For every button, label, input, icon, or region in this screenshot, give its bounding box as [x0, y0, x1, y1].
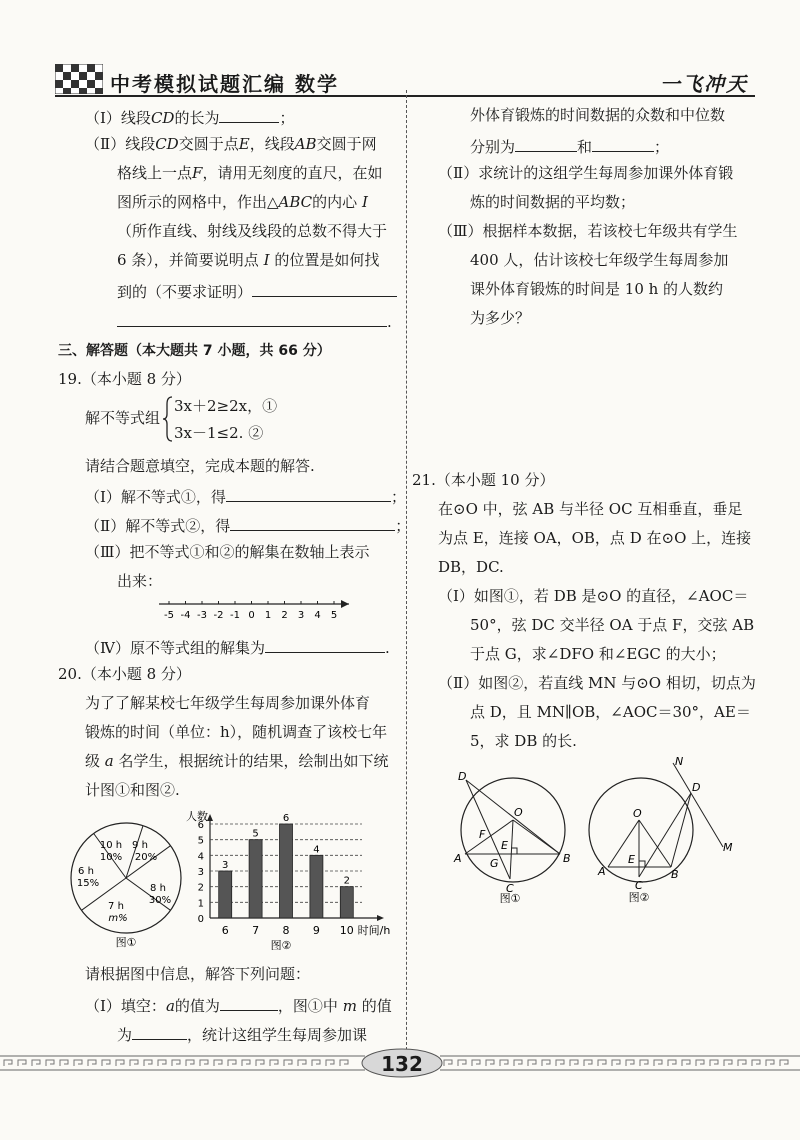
header-subject: 数学 — [295, 72, 339, 96]
bar — [219, 871, 232, 918]
footer-key-pattern — [74, 1060, 82, 1066]
footer-key-pattern — [640, 1060, 648, 1066]
pie-label-6h: 6 h — [78, 866, 94, 877]
footer-key-pattern — [584, 1060, 592, 1066]
q21-part1-line2: 50°，弦 DC 交半径 OA 于点 F，交弦 AB — [470, 616, 755, 634]
pie-label-9h: 9 h — [132, 840, 148, 851]
number-line-tick-label: 1 — [264, 610, 272, 621]
footer-key-pattern — [724, 1060, 732, 1066]
q18-part2-line1: （Ⅱ）线段CD交圆于点E，线段AB交圆于网 — [85, 135, 377, 153]
geometry-figure-1 — [450, 768, 575, 903]
q20-after-charts: 请根据图中信息，解答下列问题： — [85, 965, 311, 983]
footer-key-pattern — [780, 1060, 788, 1066]
fig1-label-A: A — [454, 852, 462, 865]
bar-value-label: 5 — [252, 828, 259, 840]
pie-label-10h: 10 h — [99, 840, 123, 851]
fig2-caption: 图② — [628, 891, 650, 903]
number-line-tick-label: -4 — [180, 610, 191, 621]
fig1-label-D: D — [458, 770, 467, 783]
q20-right-line1: 外体育锻炼的时间数据的众数和中位数 — [470, 106, 726, 124]
footer-key-pattern — [242, 1060, 250, 1066]
q21-line3: DB，DC. — [438, 558, 504, 576]
bar-x-arrow — [377, 915, 384, 921]
bar — [340, 887, 353, 918]
q19-instruction: 请结合题意填空，完成本题的解答. — [85, 457, 315, 475]
footer-key-pattern — [4, 1060, 12, 1066]
footer-key-pattern — [46, 1060, 54, 1066]
q18-part2-line5: 6 条），并简要说明点 I 的位置是如何找 — [117, 251, 380, 269]
footer-key-pattern — [500, 1060, 508, 1066]
fig1-label-E: E — [501, 839, 508, 852]
footer-key-pattern — [270, 1060, 278, 1066]
footer-key-pattern — [18, 1060, 26, 1066]
q19-part3-line2: 出来： — [117, 572, 163, 590]
footer-key-pattern — [458, 1060, 466, 1066]
footer-key-pattern — [514, 1060, 522, 1066]
section3-heading: 三、解答题（本大题共 7 小题，共 66 分） — [58, 343, 331, 359]
bar-category-label: 8 — [282, 924, 290, 937]
footer-key-pattern — [444, 1060, 452, 1066]
q20-part3-line3: 课外体育锻炼的时间是 10 h 的人数约 — [470, 280, 724, 298]
fig1-label-C: C — [506, 882, 514, 895]
footer-key-pattern — [186, 1060, 194, 1066]
footer-key-pattern — [172, 1060, 180, 1066]
bar-value-label: 6 — [282, 813, 290, 824]
footer-key-pattern — [200, 1060, 208, 1066]
footer-key-pattern — [312, 1060, 320, 1066]
footer-key-pattern — [116, 1060, 124, 1066]
q20-part1-line2: 为 ，统计这组学生每周参加课 — [117, 1026, 368, 1044]
pie-caption: 图① — [115, 936, 137, 949]
footer-key-pattern — [612, 1060, 620, 1066]
q21-part1-line1: （Ⅰ）如图①，若 DB 是⊙O 的直径，∠AOC＝ — [438, 587, 749, 605]
number-line-tick-label: 0 — [248, 610, 255, 621]
fig2-label-B: B — [671, 868, 679, 881]
q21-part2-line2: 点 D，且 MN∥OB，∠AOC＝30°，AE＝ — [470, 703, 751, 721]
q19-heading: 19.（本小题 8 分） — [58, 370, 191, 388]
fig2-label-C: C — [635, 879, 643, 892]
q20-part3-line4: 为多少？ — [470, 309, 531, 327]
bar — [310, 855, 323, 918]
bar-xlabel: 时间/h — [357, 924, 391, 937]
footer-key-pattern — [738, 1060, 746, 1066]
footer-key-pattern — [710, 1060, 718, 1066]
fig1-label-O: O — [514, 806, 523, 819]
q20-line4: 计图①和图②. — [85, 781, 180, 799]
q21-part2-line1: （Ⅱ）如图②，若直线 MN 与⊙O 相切，切点为 — [438, 674, 756, 692]
bar-ytick-label: 6 — [197, 820, 204, 831]
q20-part2-line1: （Ⅱ）求统计的这组学生每周参加课外体育锻 — [438, 164, 734, 182]
header-brand: 一飞冲天 — [660, 72, 748, 96]
number-line-tick-label: 3 — [297, 610, 305, 621]
footer-key-pattern — [626, 1060, 634, 1066]
q18-part2-line6: 到的（不要求证明） — [117, 282, 397, 300]
bar-ylabel: 人数 — [186, 810, 208, 823]
q19-intro: 解不等式组 — [85, 409, 161, 427]
q21-line2: 为点 E，连接 OA，OB，点 D 在⊙O 上，连接 — [438, 529, 752, 547]
footer-key-pattern — [102, 1060, 110, 1066]
footer-key-pattern — [60, 1060, 68, 1066]
q18-part2-line2: 格线上一点F，请用无刻度的直尺，在如 — [117, 164, 383, 182]
q18-answer-line: . — [117, 312, 392, 330]
fig2-label-N: N — [675, 755, 684, 768]
q20-right-line2: 分别为 和 ； — [470, 138, 670, 156]
header-checker-logo — [55, 64, 103, 94]
q18-part2-line4: （所作直线、射线及线段的总数不得大于 — [117, 222, 388, 240]
bar-category-label: 9 — [312, 924, 320, 937]
bar — [280, 824, 293, 918]
q20-part3-line2: 400 人，估计该校七年级学生每周参加 — [470, 251, 729, 269]
pie-chart — [68, 818, 188, 950]
column-divider — [406, 90, 407, 1075]
bar-value-label: 4 — [313, 844, 320, 856]
fig1-caption: 图① — [499, 892, 521, 903]
pie-pct-6h: 15% — [76, 878, 100, 889]
number-line-tick-label: -2 — [213, 610, 224, 621]
q21-part2-line3: 5，求 DB 的长. — [470, 732, 577, 750]
number-line-tick-label: 2 — [281, 610, 288, 621]
q19-inequality-1: 3x＋2≥2x，① — [174, 397, 278, 415]
bar-ytick-label: 2 — [197, 882, 204, 894]
bar-value-label: 2 — [343, 875, 350, 887]
footer-key-pattern — [144, 1060, 152, 1066]
pie-pct-8h: 30% — [148, 895, 172, 906]
bar-ytick-label: 5 — [197, 835, 204, 847]
footer-key-pattern — [256, 1060, 264, 1066]
fig2-label-O: O — [633, 807, 642, 820]
bar-ytick-label: 0 — [197, 914, 204, 925]
number-line-tick-label: -3 — [197, 610, 207, 621]
header-rule — [55, 95, 755, 97]
footer-key-pattern — [228, 1060, 236, 1066]
fig2-label-A: A — [598, 865, 606, 878]
footer-key-pattern — [654, 1060, 662, 1066]
pie-label-7h: 7 h — [108, 901, 124, 912]
footer-key-pattern — [752, 1060, 760, 1066]
bar-ytick-label: 4 — [197, 851, 204, 863]
bar-category-label: 6 — [221, 924, 229, 937]
footer-key-pattern — [556, 1060, 564, 1066]
footer-key-pattern — [158, 1060, 166, 1066]
footer-key-pattern — [298, 1060, 306, 1066]
q20-part1-line1: （Ⅰ）填空：a的值为 ，图①中 m 的值 — [85, 997, 392, 1015]
footer-key-pattern — [326, 1060, 334, 1066]
q20-line1: 为了了解某校七年级学生每周参加课外体育 — [85, 694, 371, 712]
pie-pct-9h: 20% — [134, 852, 158, 863]
bar-chart — [178, 808, 403, 950]
q20-heading: 20.（本小题 8 分） — [58, 665, 191, 683]
geometry-figure-2 — [583, 755, 743, 903]
fig1-label-G: G — [490, 857, 499, 870]
q21-heading: 21.（本小题 10 分） — [412, 471, 555, 489]
number-line-tick-label: -5 — [164, 610, 174, 621]
footer-key-pattern — [486, 1060, 494, 1066]
number-line — [155, 596, 355, 628]
footer-key-pattern — [284, 1060, 292, 1066]
pie-pct-7h: m% — [108, 913, 128, 924]
fig1-label-B: B — [563, 852, 571, 865]
q18-part1: （Ⅰ）线段CD的长为 ； — [85, 109, 295, 127]
footer-key-pattern — [472, 1060, 480, 1066]
bar-category-label: 7 — [252, 924, 260, 937]
bar-value-label: 3 — [222, 860, 229, 871]
fig1-label-F: F — [479, 828, 486, 841]
number-line-tick-label: 4 — [314, 610, 321, 621]
q19-part1: （Ⅰ）解不等式①，得 ； — [85, 488, 406, 506]
q19-inequality-2: 3x－1≤2. ② — [174, 424, 264, 442]
bar-caption: 图② — [270, 939, 292, 950]
footer-key-pattern — [766, 1060, 774, 1066]
bar-ytick-label: 1 — [197, 898, 204, 910]
header-series-title: 中考模拟试题汇编 — [110, 72, 286, 96]
footer-key-pattern — [598, 1060, 606, 1066]
fig2-label-D: D — [692, 781, 701, 794]
q20-part3-line1: （Ⅲ）根据样本数据，若该校七年级共有学生 — [438, 222, 738, 240]
bar — [249, 840, 262, 918]
number-line-tick-label: -1 — [230, 610, 240, 621]
footer-key-pattern — [340, 1060, 348, 1066]
pie-pct-10h: 10% — [99, 852, 123, 863]
q19-part4: （Ⅳ）原不等式组的解集为 . — [85, 639, 390, 657]
q19-part3-line1: （Ⅲ）把不等式①和②的解集在数轴上表示 — [85, 543, 370, 561]
pie-label-8h: 8 h — [150, 883, 166, 894]
q19-part2: （Ⅱ）解不等式②，得 ； — [85, 517, 411, 535]
footer-key-pattern — [88, 1060, 96, 1066]
bar-ytick-label: 3 — [197, 867, 204, 878]
q19-brace — [163, 396, 173, 442]
q20-part2-line2: 炼的时间数据的平均数； — [470, 193, 636, 211]
number-line-tick-label: 5 — [330, 610, 338, 621]
page-number: 132 — [381, 1052, 423, 1076]
q20-line3: 级 a 名学生，根据统计的结果，绘制出如下统 — [85, 752, 389, 770]
q20-line2: 锻炼的时间（单位：h），随机调查了该校七年 — [85, 723, 388, 741]
footer-key-pattern — [528, 1060, 536, 1066]
footer-key-pattern — [32, 1060, 40, 1066]
footer-key-pattern — [668, 1060, 676, 1066]
fig2-label-E: E — [628, 853, 635, 866]
footer-key-pattern — [542, 1060, 550, 1066]
footer-key-pattern — [570, 1060, 578, 1066]
q21-part1-line3: 于点 G，求∠DFO 和∠EGC 的大小； — [470, 645, 726, 663]
footer-key-pattern — [682, 1060, 690, 1066]
q21-line1: 在⊙O 中，弦 AB 与半径 OC 互相垂直，垂足 — [438, 500, 743, 518]
fig2-label-M: M — [723, 841, 733, 854]
footer-key-pattern — [130, 1060, 138, 1066]
bar-category-label: 10 — [339, 924, 354, 937]
footer-key-pattern — [696, 1060, 704, 1066]
footer-key-pattern — [214, 1060, 222, 1066]
q18-part2-line3: 图所示的网格中，作出△ABC的内心 I — [117, 193, 368, 211]
